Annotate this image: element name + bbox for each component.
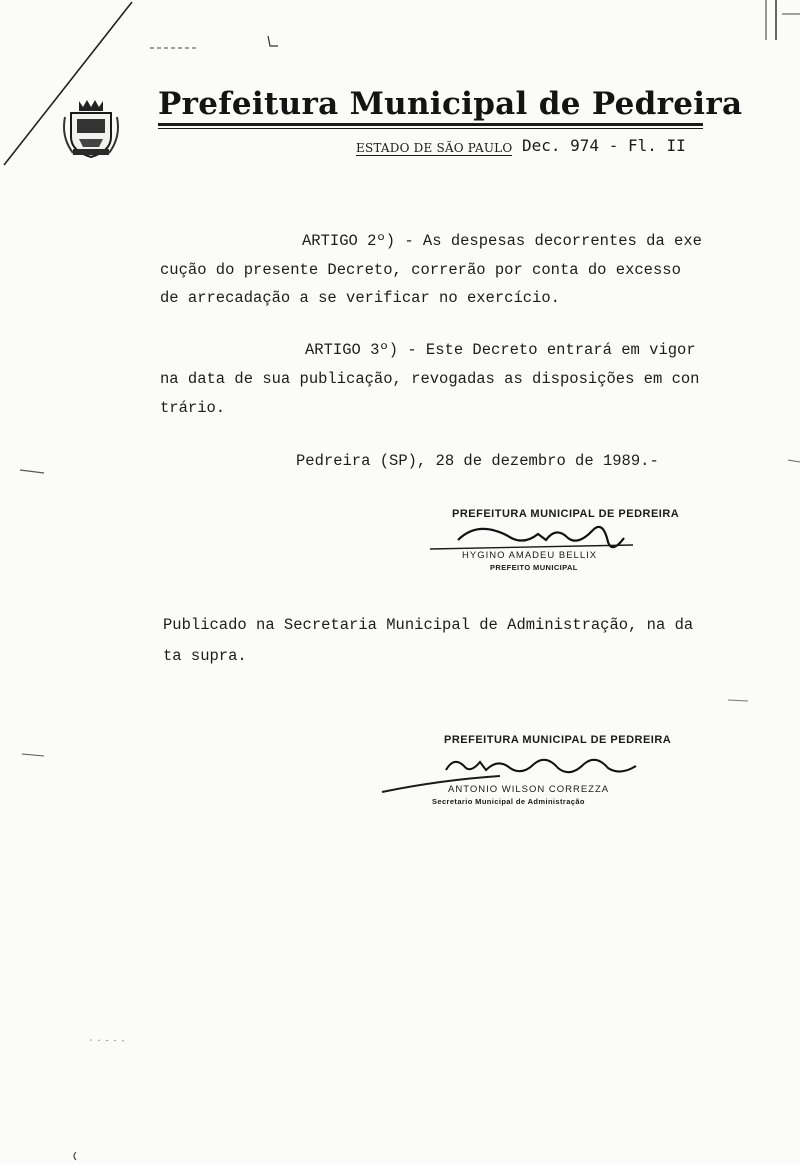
- mayor-name: HYGINO AMADEU BELLIX: [462, 550, 598, 561]
- article-3-line-1: ARTIGO 3º) - Este Decreto entrará em vigor: [305, 341, 696, 359]
- article-3-line-3: trário.: [160, 399, 226, 417]
- article-2-line-3: de arrecadação a se verificar no exercício.: [160, 289, 560, 307]
- publication-line-1: Publicado na Secretaria Municipal de Administração, na da: [163, 616, 694, 634]
- article-3-line-2: na data de sua publicação, revogadas as disposições em con: [160, 370, 700, 388]
- secretary-stamp-org: PREFEITURA MUNICIPAL DE PEDREIRA: [444, 734, 672, 746]
- municipal-crest-icon: [63, 97, 119, 159]
- decree-reference: Dec. 974 - Fl. II: [522, 136, 686, 155]
- letterhead-rule: [158, 123, 703, 126]
- letterhead-title: Prefeitura Municipal de Pedreira: [158, 86, 743, 122]
- dateline: Pedreira (SP), 28 de dezembro de 1989.-: [296, 452, 659, 470]
- publication-line-2: ta supra.: [163, 647, 247, 665]
- mayor-title: PREFEITO MUNICIPAL: [490, 563, 578, 572]
- secretary-name: ANTONIO WILSON CORREZZA: [448, 784, 610, 795]
- secretary-title: Secretario Municipal de Administração: [432, 797, 585, 806]
- article-2-line-2: cução do presente Decreto, correrão por conta do excesso: [160, 261, 681, 279]
- state-label: ESTADO DE SÃO PAULO: [356, 141, 513, 155]
- mayor-stamp-org: PREFEITURA MUNICIPAL DE PEDREIRA: [452, 508, 680, 520]
- letterhead-rule-thin: [158, 128, 703, 129]
- article-2-line-1: ARTIGO 2º) - As despesas decorrentes da exe: [302, 232, 702, 250]
